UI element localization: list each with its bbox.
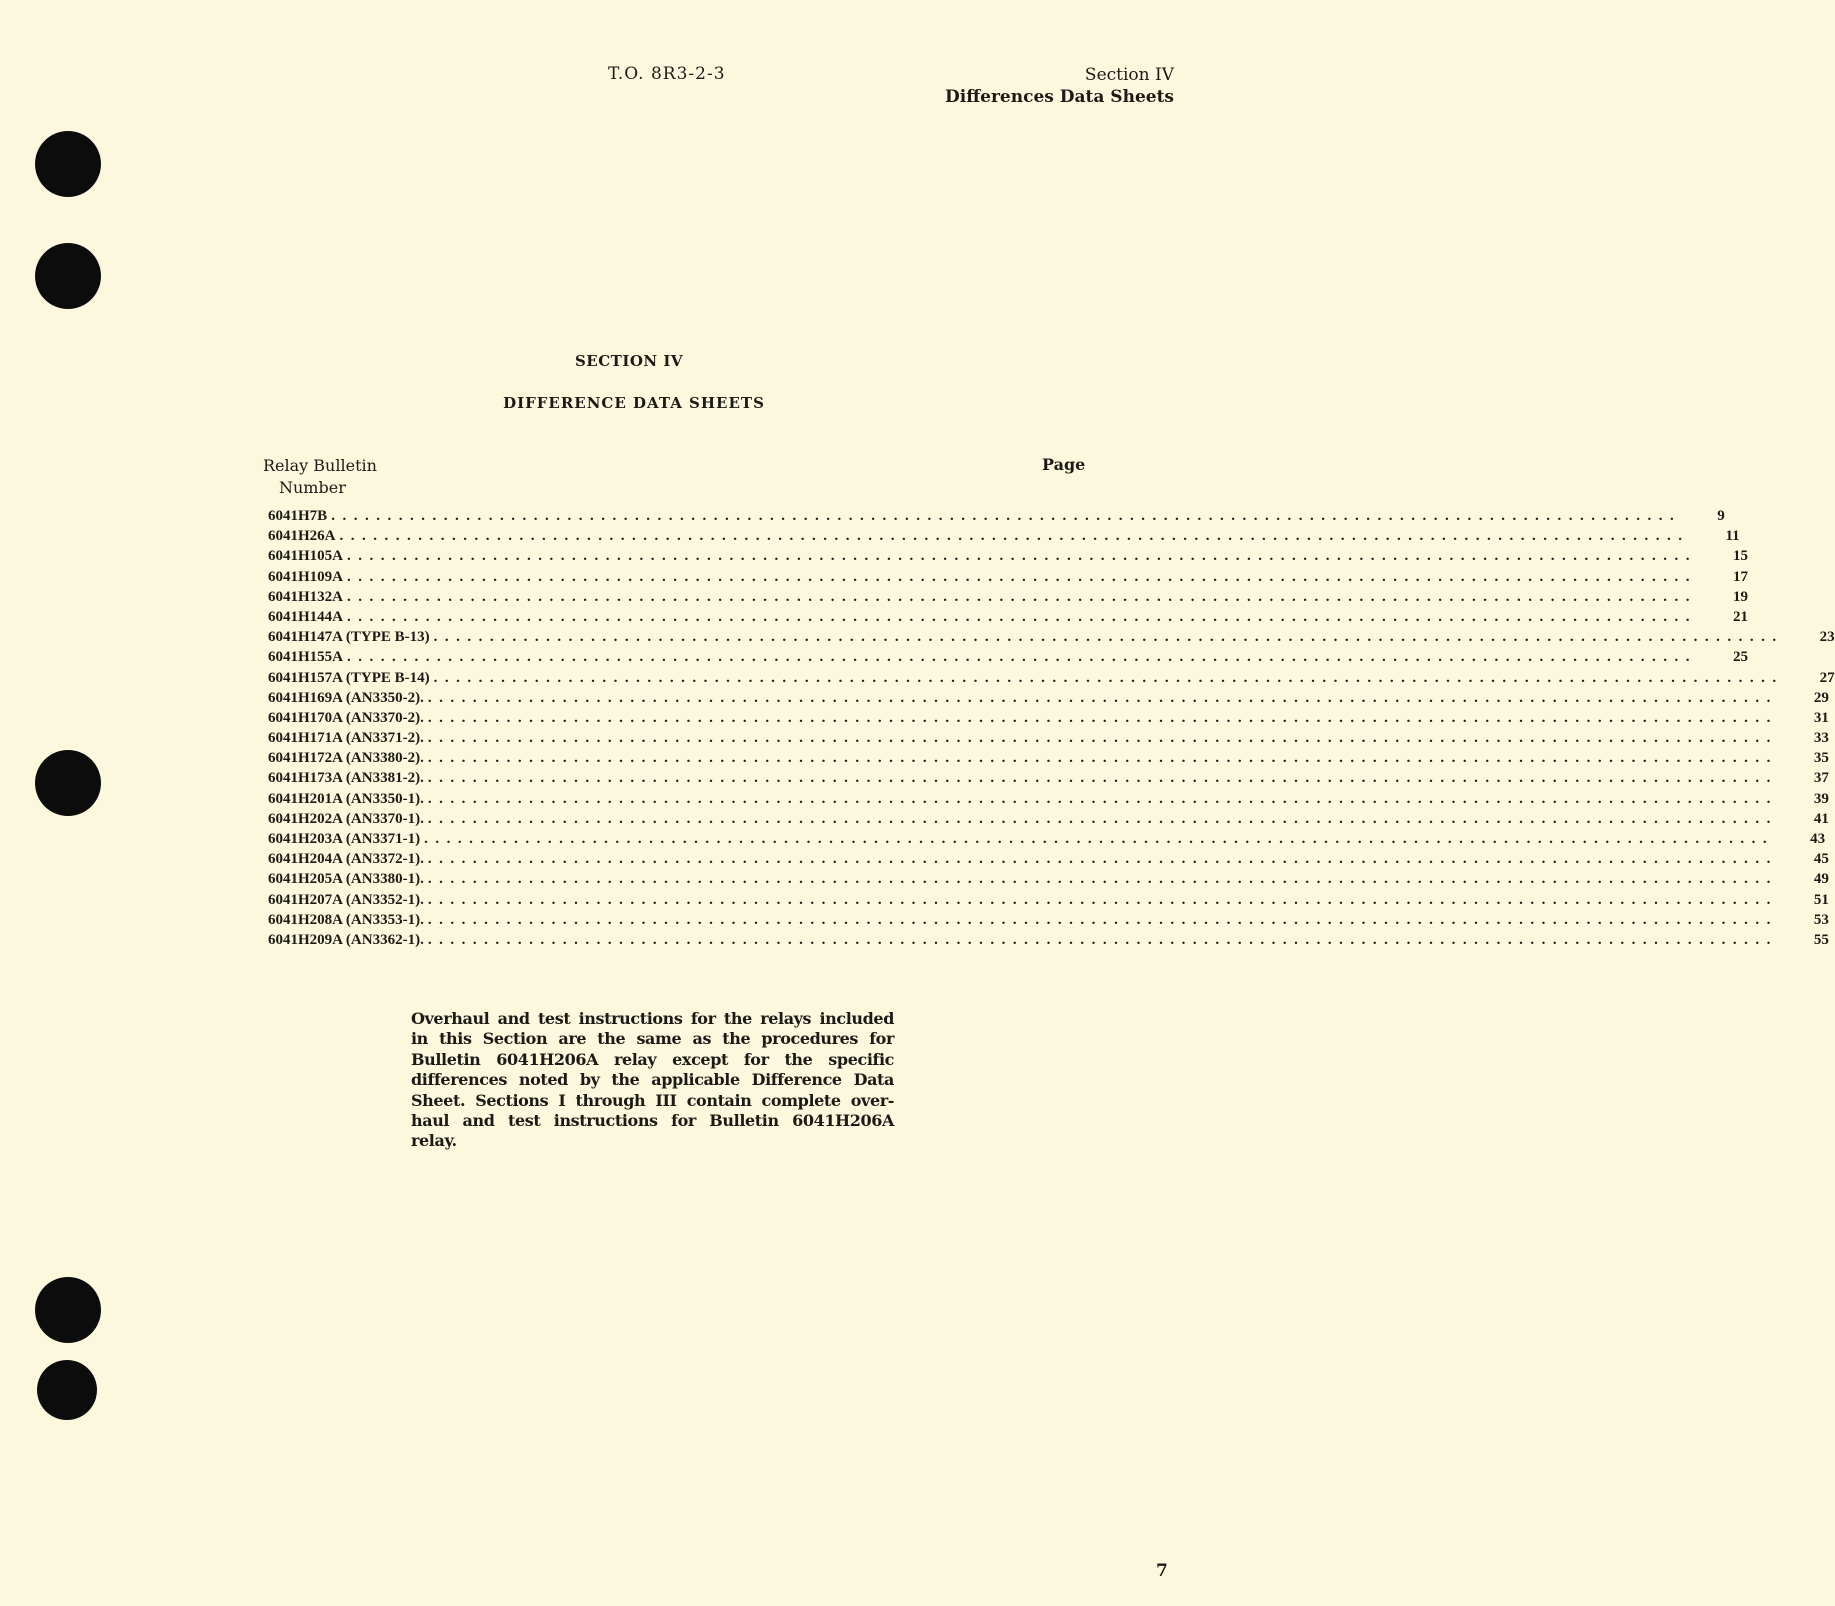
leader-dots: ........................................................................................................................ [331,508,1682,524]
instructions-paragraph [411,1009,894,1152]
leader-dots: ........................................................................................................................ [427,790,1778,807]
contents-entry [268,829,1826,849]
paragraph-line: Bulletin 6041H206A relay except for the specific [411,1049,894,1069]
leader-dots: ........................................................................................................................ [427,931,1778,948]
column-header-line1: Relay Bulletin [263,456,377,475]
entry-name: 6041H157A (TYPE B-14) [268,669,430,686]
header-section: Section IV [1084,65,1174,85]
entry-name: 6041H155A [268,649,343,666]
leader-dots: ........................................................................................................................ [427,689,1778,706]
contents-entry [268,768,1829,788]
paragraph-line: Sheet. Sections I through III contain complete over- [411,1090,894,1110]
contents-entry [268,627,1835,647]
leader-dots: ........................................................................................................................ [427,891,1778,908]
leader-dots: ........................................................................................................................ [427,911,1778,928]
leader-dots: ........................................................................................................................ [427,871,1778,888]
entry-name: 6041H171A (AN3371-2). [268,730,424,747]
entry-page: 9 [1717,508,1725,524]
entry-page: 55 [1813,931,1829,948]
entry-page: 53 [1813,911,1829,928]
leader-dots: ........................................................................................................................ [433,669,1784,686]
entry-page: 33 [1813,730,1829,747]
leader-dots: ........................................................................................................................ [424,831,1775,847]
entry-page: 19 [1733,588,1748,605]
entry-name: 6041H144A [268,608,343,625]
entry-page: 25 [1733,649,1748,666]
entry-name: 6041H147A (TYPE B-13) [268,629,430,646]
leader-dots: ........................................................................................................................ [427,851,1778,868]
leader-dots: ........................................................................................................................ [339,528,1690,545]
contents-entry [268,890,1829,910]
entry-page: 29 [1813,689,1829,706]
entry-page: 41 [1813,810,1829,827]
leader-dots: ........................................................................................................................ [433,629,1784,646]
paragraph-line: differences noted by the applicable Difference Data [411,1070,894,1090]
contents-entry [268,506,1725,526]
running-header [945,64,1174,108]
entry-name: 6041H7B [268,508,328,524]
entry-page: 31 [1813,709,1829,726]
column-header-page: Page [1042,455,1086,474]
leader-dots: ........................................................................................................................ [347,568,1697,585]
entry-page: 23 [1819,629,1835,646]
leader-dots: ........................................................................................................................ [347,649,1697,666]
contents-entry [268,728,1829,748]
header-section-title: Differences Data Sheets [945,87,1174,107]
contents-entry [268,869,1829,889]
entry-page: 21 [1733,608,1748,625]
entry-name: 6041H204A (AN3372-1). [268,851,424,868]
entry-page: 15 [1733,548,1748,565]
entry-name: 6041H132A [268,588,343,605]
leader-dots: ........................................................................................................................ [427,750,1778,767]
paragraph-line: haul and test instructions for Bulletin 6041H206A [411,1111,894,1131]
contents-entry [268,809,1829,829]
entry-page: 37 [1813,770,1829,787]
punch-hole [37,1360,97,1420]
entry-name: 6041H208A (AN3353-1). [268,911,424,928]
entry-page: 51 [1813,891,1829,908]
leader-dots: ........................................................................................................................ [427,810,1778,827]
leader-dots: ........................................................................................................................ [427,770,1778,787]
entry-name: 6041H201A (AN3350-1). [268,790,424,807]
section-title: SECTION IV [574,352,684,370]
contents-entry [268,607,1748,627]
entry-name: 6041H207A (AN3352-1). [268,891,424,908]
column-header-line2: Number [279,478,346,497]
entry-page: 49 [1813,871,1829,888]
contents-entry [268,910,1829,930]
leader-dots: ........................................................................................................................ [427,709,1778,726]
entry-page: 45 [1813,851,1829,868]
entry-name: 6041H209A (AN3362-1). [268,931,424,948]
contents-entry [268,708,1829,728]
punch-hole [35,243,101,309]
contents-list [268,506,1835,950]
entry-page: 11 [1725,528,1740,545]
entry-name: 6041H203A (AN3371-1) [268,831,421,847]
leader-dots: ........................................................................................................................ [347,608,1697,625]
contents-entry [268,789,1829,809]
leader-dots: ........................................................................................................................ [347,548,1697,565]
entry-page: 27 [1819,669,1835,686]
leader-dots: ........................................................................................................................ [347,588,1697,605]
contents-entry [268,688,1829,708]
paragraph-line: relay. [411,1131,457,1151]
contents-entry [268,567,1748,587]
entry-name: 6041H172A (AN3380-2). [268,750,424,767]
section-subtitle: DIFFERENCE DATA SHEETS [503,394,765,412]
contents-entry [268,526,1740,546]
entry-name: 6041H26A [268,528,336,545]
page-number: 7 [1156,1561,1168,1581]
entry-page: 39 [1813,790,1829,807]
entry-page: 17 [1733,568,1748,585]
punch-hole [35,750,101,816]
entry-name: 6041H169A (AN3350-2). [268,689,424,706]
contents-entry [268,849,1829,869]
contents-entry [268,748,1829,768]
entry-name: 6041H105A [268,548,343,565]
to-number: T.O. 8R3-2-3 [608,64,726,84]
paragraph-line: Overhaul and test instructions for the relays included [411,1009,894,1028]
paragraph-line: in this Section are the same as the procedures for [411,1029,894,1049]
leader-dots: ........................................................................................................................ [427,730,1778,747]
contents-entry [268,546,1748,566]
entry-name: 6041H173A (AN3381-2). [268,770,424,787]
entry-page: 43 [1810,831,1826,847]
contents-entry [268,930,1829,950]
column-header-bulletin [263,455,377,499]
punch-hole [35,131,101,197]
entry-name: 6041H170A (AN3370-2). [268,709,424,726]
contents-entry [268,668,1835,688]
entry-page: 35 [1813,750,1829,767]
entry-name: 6041H202A (AN3370-1). [268,810,424,827]
contents-entry [268,647,1748,667]
punch-hole [35,1277,101,1343]
entry-name: 6041H109A [268,568,343,585]
contents-entry [268,587,1748,607]
entry-name: 6041H205A (AN3380-1). [268,871,424,888]
